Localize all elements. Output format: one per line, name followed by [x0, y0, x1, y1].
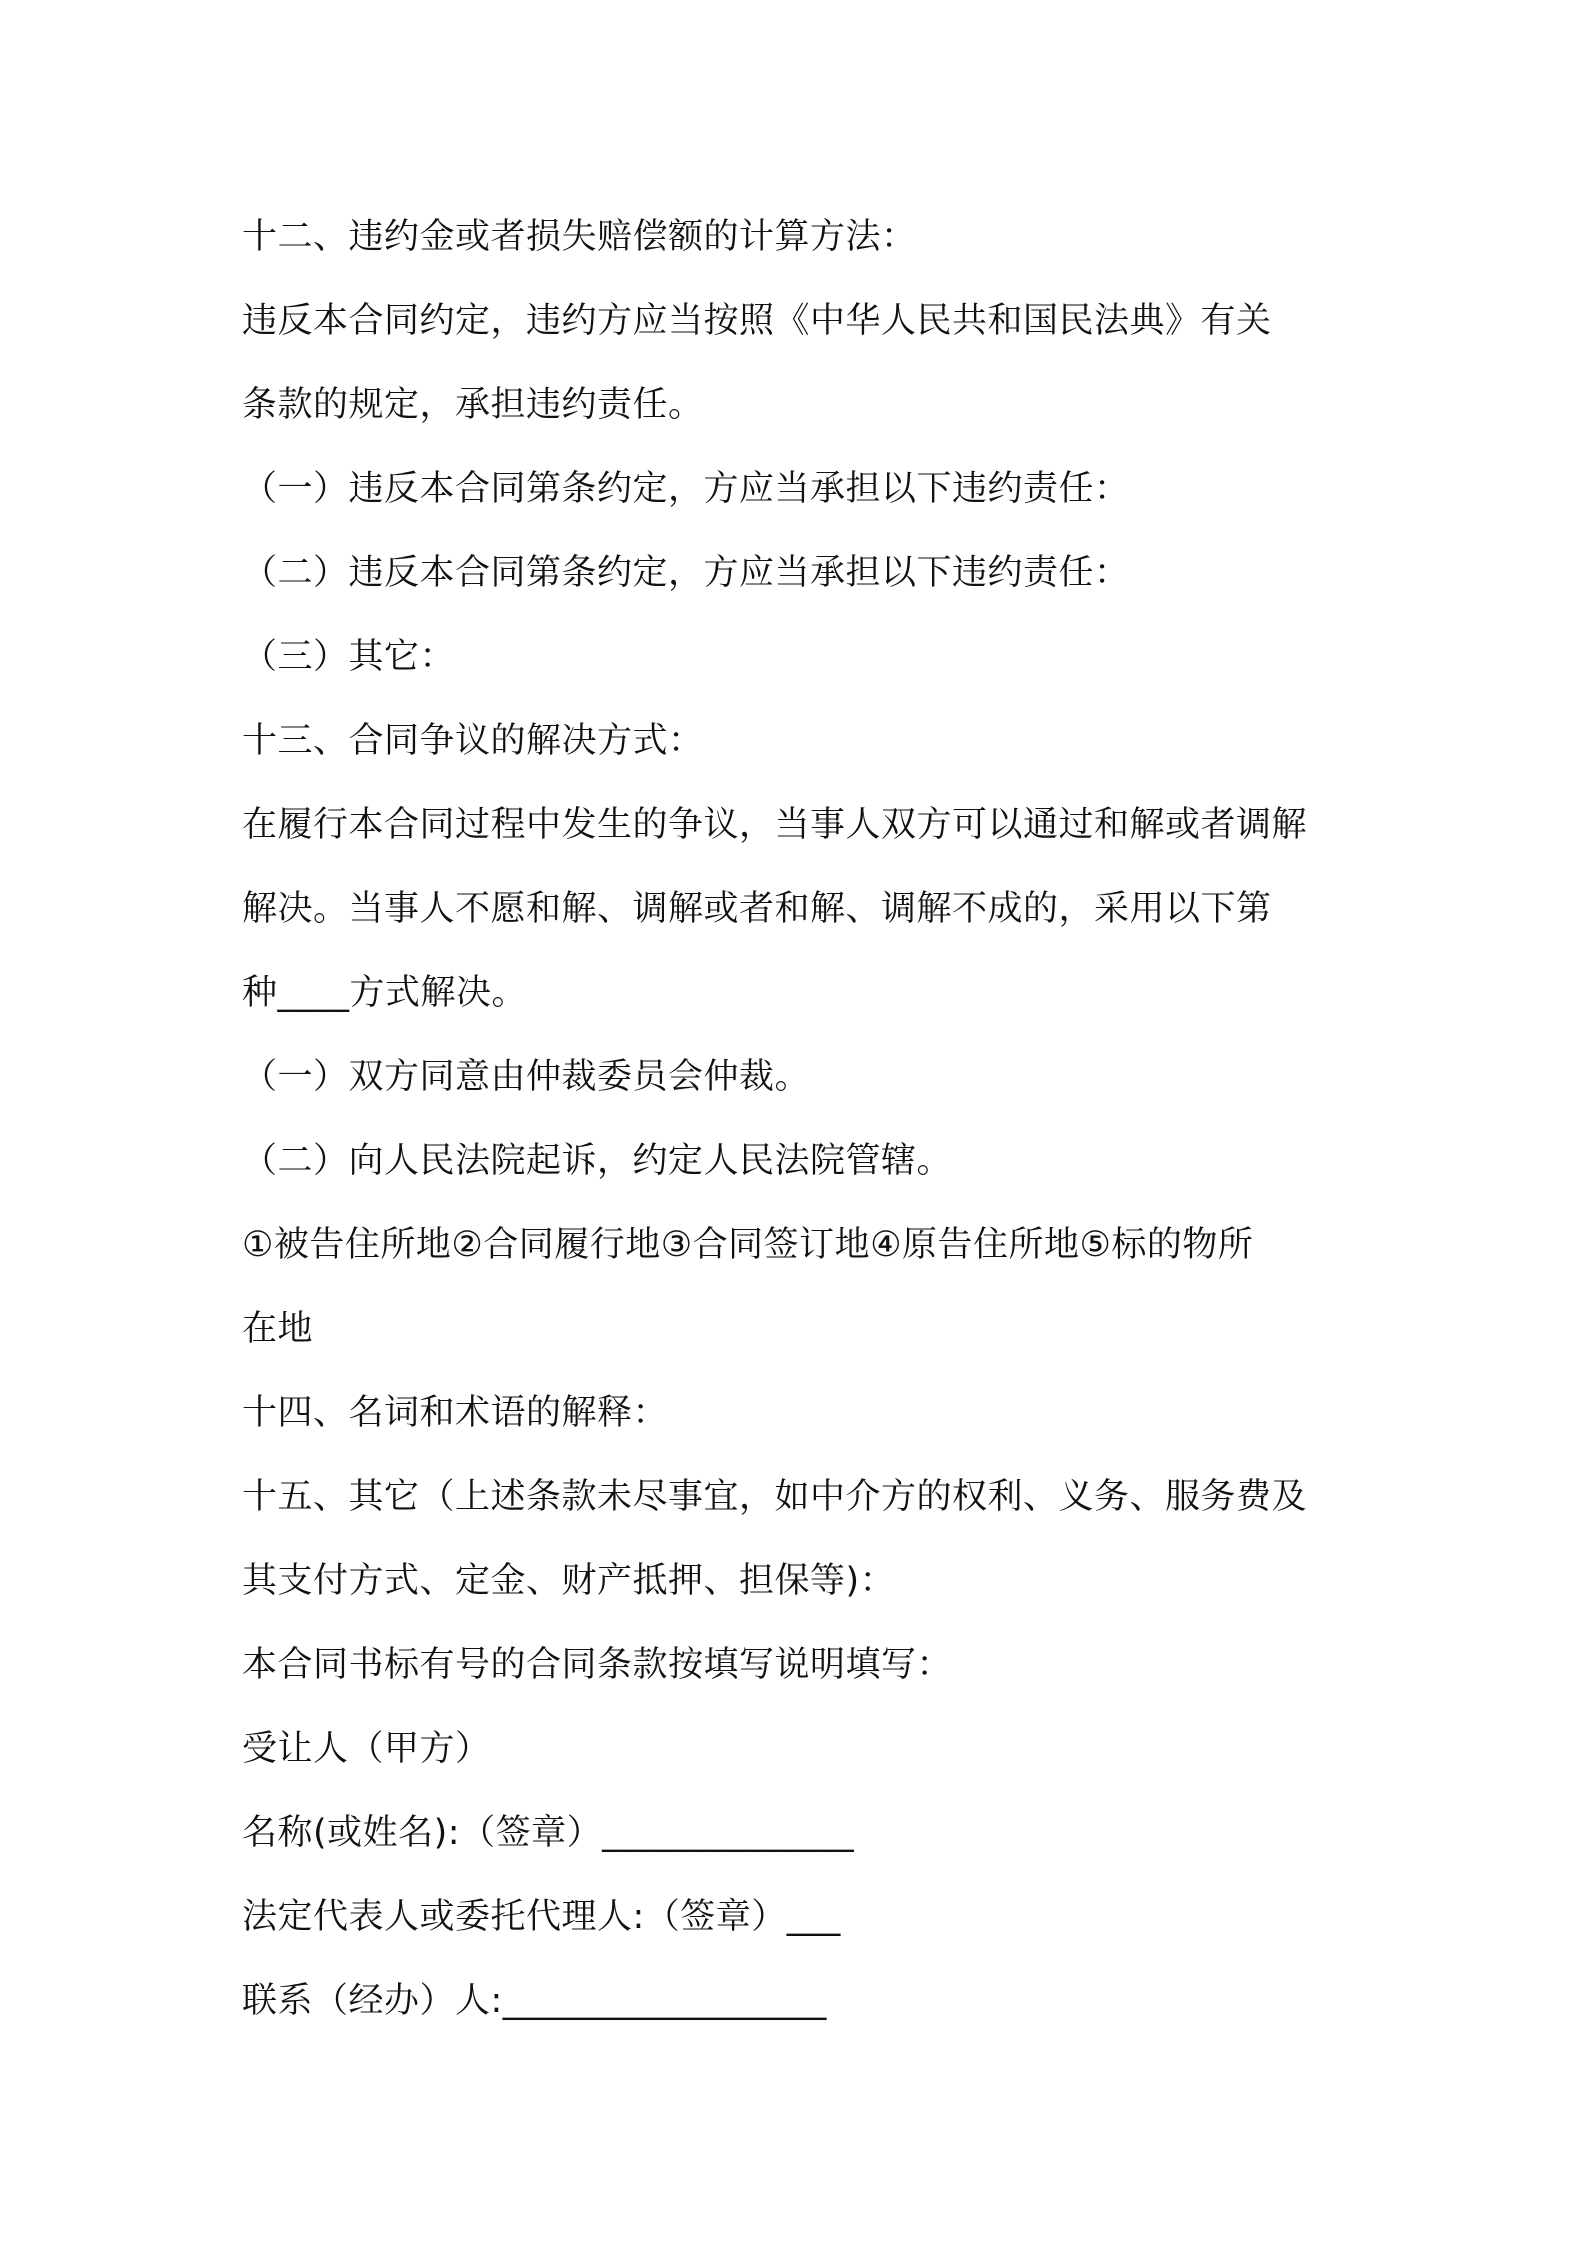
document-page [242, 195, 1362, 2043]
paragraph-line: 种____方式解决。 [242, 973, 528, 1013]
jurisdiction-options-cont: 在地 [242, 1309, 314, 1349]
representative-signature-field: 法定代表人或委托代理人:（签章）___ [242, 1897, 841, 1937]
dispute-option-1: （一）双方同意由仲裁委员会仲裁。 [242, 1057, 811, 1097]
clause-item-3: （三）其它： [242, 637, 456, 677]
section-14-heading: 十四、名词和术语的解释： [242, 1393, 669, 1433]
dispute-option-2: （二）向人民法院起诉，约定人民法院管辖。 [242, 1141, 953, 1181]
clause-item-1: （一）违反本合同第条约定，方应当承担以下违约责任： [242, 469, 1130, 509]
name-signature-field: 名称(或姓名):（签章）______________ [242, 1813, 855, 1853]
paragraph-line: 违反本合同约定，违约方应当按照《中华人民共和国民法典》有关 [242, 301, 1272, 341]
section-15-heading: 十五、其它（上述条款未尽事宜，如中介方的权利、义务、服务费及 [242, 1477, 1308, 1517]
jurisdiction-options: ①被告住所地②合同履行地③合同签订地④原告住所地⑤标的物所 [242, 1225, 1254, 1265]
paragraph-line: 解决。当事人不愿和解、调解或者和解、调解不成的，采用以下第 [242, 889, 1272, 929]
transferee-label: 受让人（甲方） [242, 1729, 491, 1769]
clause-item-2: （二）违反本合同第条约定，方应当承担以下违约责任： [242, 553, 1130, 593]
fill-instruction: 本合同书标有号的合同条款按填写说明填写： [242, 1645, 953, 1685]
paragraph-line: 条款的规定，承担违约责任。 [242, 385, 704, 425]
contact-person-field: 联系（经办）人:__________________ [242, 1981, 827, 2021]
paragraph-line: 其支付方式、定金、财产抵押、担保等)： [242, 1561, 896, 1601]
section-12-heading: 十二、违约金或者损失赔偿额的计算方法： [242, 217, 917, 257]
section-13-heading: 十三、合同争议的解决方式： [242, 721, 704, 761]
paragraph-line: 在履行本合同过程中发生的争议，当事人双方可以通过和解或者调解 [242, 805, 1308, 845]
